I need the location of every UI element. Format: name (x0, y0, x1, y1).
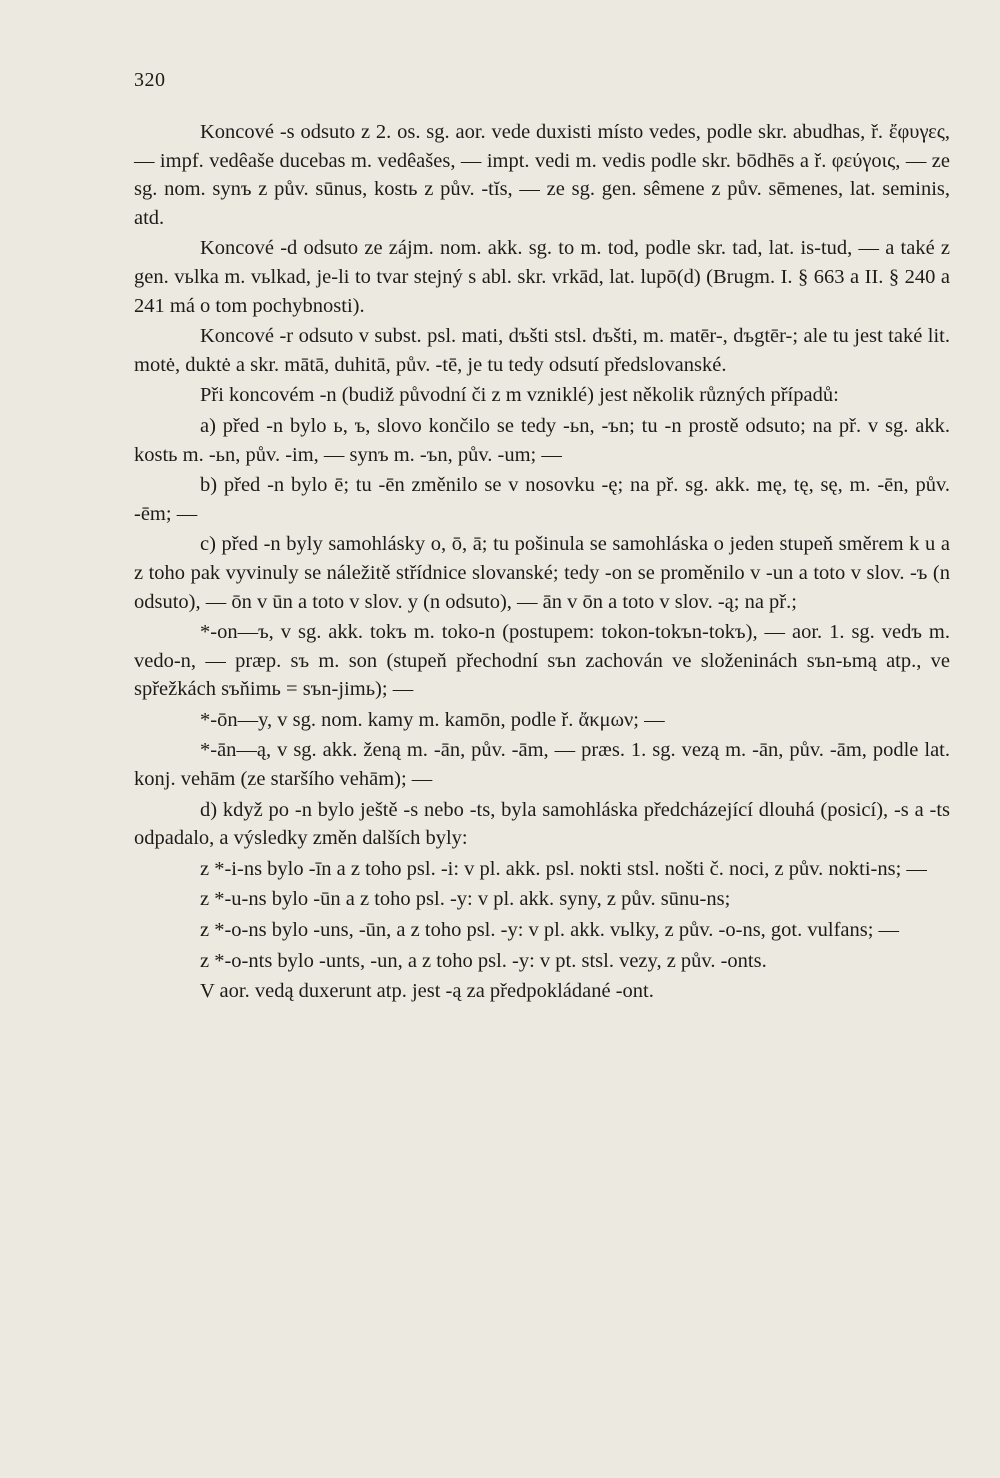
paragraph-final-n-intro: Při koncovém -n (budiž původní či z m vzniklé) jest několik různých případů: (200, 384, 839, 407)
paragraph-final-s: Koncové -s odsuto z 2. os. sg. aor. vede duxisti místo vedes, podle skr. abudhas, ř. ἔφυγες, — impf. vedêaše ducebas m. vedêašes, — impt. vedi m. vedis podle skr. bōdhēs a ř. φεύγοις, — ze sg. nom. synъ z pův. sūnus, kostь z pův. -tĭs, — ze sg. gen. sêmene z pův. sēmenes, lat. seminis, atd. (134, 121, 950, 229)
paragraph-ons: z *-o-ns bylo -uns, -ūn, a z toho psl. -y: v pl. akk. vьlky, z pův. -o-ns, got. vulfans; — (200, 919, 900, 942)
paragraph-final-r: Koncové -r odsuto v subst. psl. mati, dъšti stsl. dъšti, m. matēr-, dъgtēr-; ale tu jest také lit. motė, duktė a skr. mātā, duhitā, pův. -tē, je tu tedy odsutí předslovanské. (134, 325, 950, 376)
page-number: 320 (134, 69, 166, 91)
paragraph-case-d: d) když po -n bylo ještě -s nebo -ts, byla samohláska předcházející dlouhá (posicí), -s a -ts odpadalo, a výsledky změn dalších byly: (134, 798, 950, 850)
paragraph-aorist: V aor. vedą duxerunt atp. jest -ą za předpokládané -ont. (200, 980, 654, 1003)
paragraph-onts: z *-o-nts bylo -unts, -un, a z toho psl. -y: v pt. stsl. vezy, z pův. -onts. (200, 949, 767, 972)
body-text (134, 118, 950, 1006)
paragraph-on: *-on—ъ, v sg. akk. tokъ m. toko-n (postupem: tokon-tokъn-tokъ), — aor. 1. sg. vedъ m. vedo-n, — præp. sъ m. son (stupeň přechodní sъn zachován ve složeninách sъn-ьmą atp., ve spřežkách sъňimь = sъn-jimь); — (134, 621, 950, 701)
paragraph-long-an: *-ān—ą, v sg. akk. ženą m. -ān, pův. -ām, — præs. 1. sg. vezą m. -ān, pův. -ām, podle lat. konj. vehām (ze staršího vehām); — (134, 739, 950, 791)
paragraph-case-a: a) před -n bylo ь, ъ, slovo končilo se tedy -ьn, -ъn; tu -n prostě odsuto; na př. v sg. akk. kostь m. -ьn, pův. -im, — synъ m. -ъn, pův. -um; — (134, 414, 950, 466)
paragraph-ins: z *-i-ns bylo -īn a z toho psl. -i: v pl. akk. psl. nokti stsl. nošti č. noci, z pův. nokti-ns; — (200, 857, 927, 880)
paragraph-case-c: c) před -n byly samohlásky o, ō, ā; tu pošinula se samohláska o jeden stupeň směrem k u a z toho pak vyvinuly se náležitě střídnice slovanské; tedy -on se proměnilo v -un a toto v slov. -ъ (n odsuto), — ōn v ūn a toto v slov. y (n odsuto), — ān v ōn a toto v slov. -ą; na př.; (134, 533, 950, 613)
paragraph-long-on: *-ōn—y, v sg. nom. kamy m. kamōn, podle ř. ἄκμων; — (200, 708, 665, 731)
paragraph-uns: z *-u-ns bylo -ūn a z toho psl. -y: v pl. akk. syny, z pův. sūnu-ns; (200, 888, 731, 911)
paragraph-final-d: Koncové -d odsuto ze zájm. nom. akk. sg. to m. tod, podle skr. tad, lat. is-tud, — a také z gen. vьlka m. vьlkad, je-li to tvar stejný s abl. skr. vrkād, lat. lupō(d) (Brugm. I. § 663 a II. § 240 a 241 má o tom pochybnosti). (134, 237, 950, 317)
paragraph-case-b: b) před -n bylo ē; tu -ēn změnilo se v nosovku -ę; na př. sg. akk. mę, tę, sę, m. -ēn, pův. -ēm; — (134, 474, 950, 525)
